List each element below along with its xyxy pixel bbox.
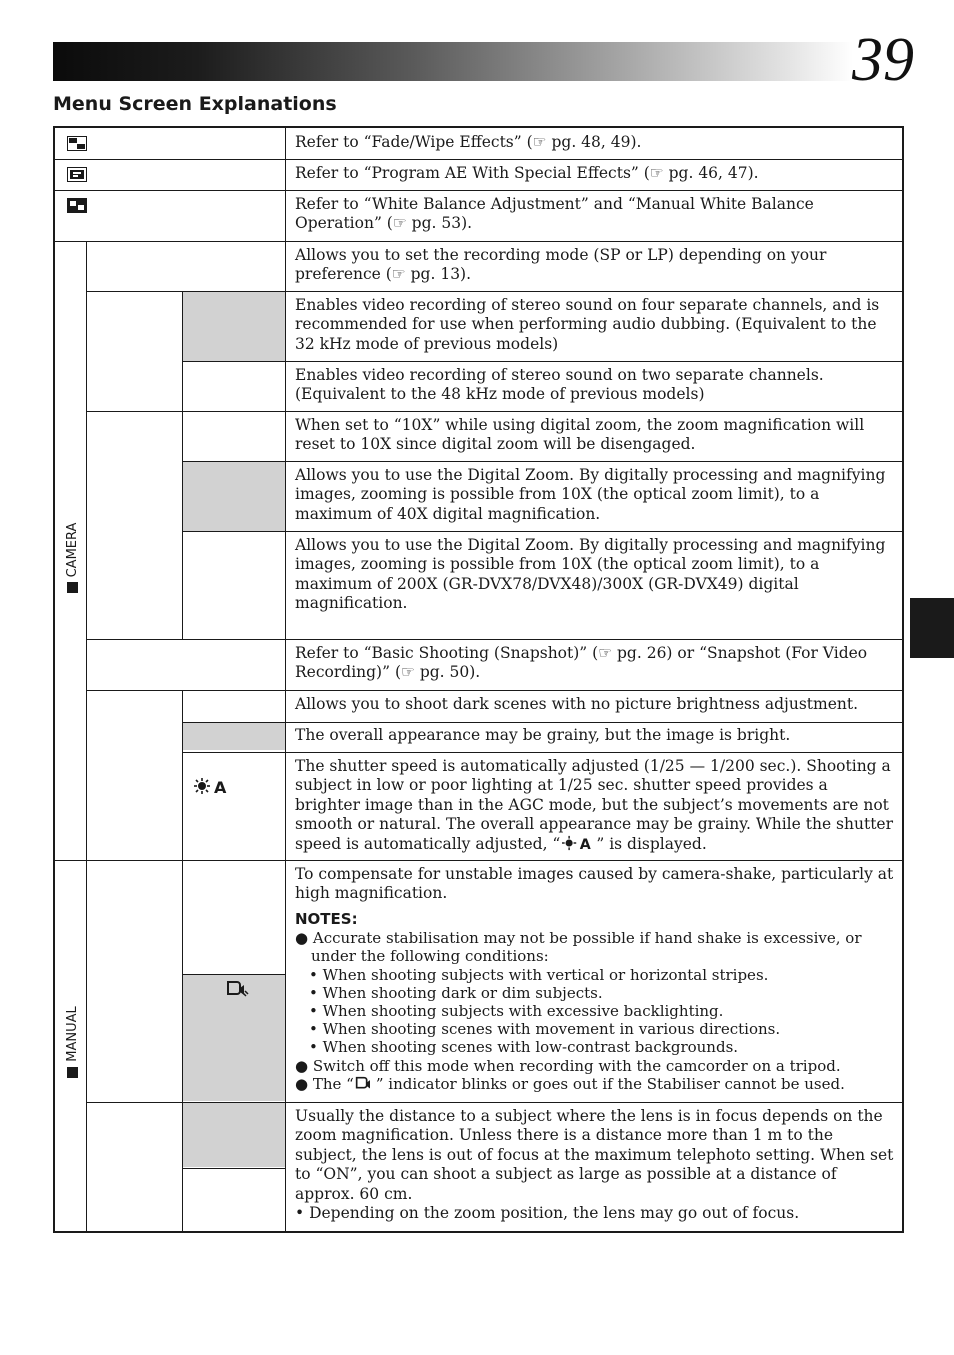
dis-desc: To compensate for unstable images caused by camera-shake, particularly at high magnification. NOTES: ● Accurate stabilisation may not be possible if hand shake is excessive, or under the following conditions: • When shooting subjects with vertical or horizontal stripes. • When shooting dark or dim subjects. • When shooting subjects with excessive backlighting. • When shooting scenes with movement in various directions. • When shooting scenes with low-contrast backgrounds. ● Switch off this mode when recording with the camcorder on a tripod. ● The “ ” indicator blinks or goes out if the Stabiliser cannot be used. — [295, 865, 894, 1093]
svg-text:A: A — [580, 836, 592, 851]
tele-macro-desc: Usually the distance to a subject where the lens is in focus depends on the zoom magnification. Unless there is a distance more than 1 m to the subject, the lens is out of focus at the maximum telephoto setting. When set to “ON”, you can shoot a subject as large as possible at a distance of approx. 60 cm. • Depending on the zoom position, the lens may go out of focus. — [295, 1107, 894, 1223]
program-ae-desc: Refer to “Program AE With Special Effects” (☞ pg. 46, 47). — [295, 164, 759, 182]
camera-icon — [67, 582, 78, 593]
gain-off-desc: Allows you to shoot dark scenes with no picture brightness adjustment. — [295, 695, 859, 713]
menu-table — [53, 126, 904, 1233]
manual-group-label: MANUAL — [62, 992, 82, 1092]
note-subitem: • When shooting scenes with movement in various directions. — [309, 1020, 781, 1039]
gain-auto-icon — [193, 777, 231, 795]
zoom-200x-desc: Allows you to use the Digital Zoom. By digitally processing and magnifying images, zooming is possible from 10X (the optical zoom limit), to a maximum of 200X (GR-DVX78/DVX48)/300X (GR-DVX49) digital magnification. — [295, 536, 886, 613]
camera-group-label: CAMERA — [62, 508, 82, 608]
zoom-10x-desc: When set to “10X” while using digital zoom, the zoom magnification will reset to 10X since digital zoom will be disengaged. — [295, 416, 865, 454]
note-item: ● Accurate stabilisation may not be possible if hand shake is excessive, or under the following conditions: — [295, 929, 862, 966]
gain-auto-inline-icon — [560, 835, 596, 851]
chapter-tab — [910, 598, 954, 658]
note-subitem: • When shooting subjects with excessive backlighting. — [309, 1002, 724, 1021]
stabiliser-inline-icon — [354, 1076, 376, 1091]
note-subitem: • When shooting scenes with low-contrast backgrounds. — [309, 1038, 739, 1057]
manual-icon — [67, 1067, 78, 1078]
gain-agc-desc: The overall appearance may be grainy, but the image is bright. — [295, 726, 791, 744]
header-gradient-bar — [53, 42, 853, 81]
note-item: ● The “ ” indicator blinks or goes out if the Stabiliser cannot be used. — [295, 1074, 845, 1093]
fade-wipe-desc: Refer to “Fade/Wipe Effects” (☞ pg. 48, 49). — [295, 133, 642, 151]
white-balance-desc: Refer to “White Balance Adjustment” and “Manual White Balance Operation” (☞ pg. 53). — [295, 195, 814, 233]
page-number: 39 — [852, 26, 914, 94]
sound-16bit-desc: Enables video recording of stereo sound on two separate channels. (Equivalent to the 48 kHz mode of previous models) — [295, 366, 824, 404]
section-title: Menu Screen Explanations — [53, 93, 337, 115]
gain-auto-desc: The shutter speed is automatically adjusted (1/25 — 1/200 sec.). Shooting a subject in low or poor lighting at 1/25 sec. shutter speed provides a brighter image than in the AGC mode, but the subject’s movements are not smooth or natural. The overall appearance may be grainy. While the shutter speed is automatically adjusted, “ A ” is displayed. — [295, 757, 894, 853]
fade-wipe-icon — [67, 136, 87, 151]
note-item: ● Switch off this mode when recording with the camcorder on a tripod. — [295, 1056, 841, 1075]
white-balance-icon — [67, 198, 87, 213]
zoom-40x-desc: Allows you to use the Digital Zoom. By digitally processing and magnifying images, zooming is possible from 10X (the optical zoom limit), to a maximum of 40X digital magnification. — [295, 466, 886, 523]
sound-12bit-desc: Enables video recording of stereo sound on four separate channels, and is recommended for use when performing audio dubbing. (Equivalent to the 32 kHz mode of previous models) — [295, 296, 880, 353]
rec-mode-desc: Allows you to set the recording mode (SP or LP) depending on your preference (☞ pg. 13). — [295, 246, 827, 284]
note-subitem: • When shooting subjects with vertical or horizontal stripes. — [309, 965, 769, 984]
notes-heading: NOTES: — [295, 909, 358, 928]
snapshot-desc: Refer to “Basic Shooting (Snapshot)” (☞ pg. 26) or “Snapshot (For Video Recording)” (☞ pg. 50). — [295, 644, 868, 682]
program-ae-icon — [67, 167, 87, 182]
stabiliser-icon — [225, 980, 251, 998]
svg-text:A: A — [214, 778, 227, 795]
note-subitem: • When shooting dark or dim subjects. — [309, 983, 603, 1002]
